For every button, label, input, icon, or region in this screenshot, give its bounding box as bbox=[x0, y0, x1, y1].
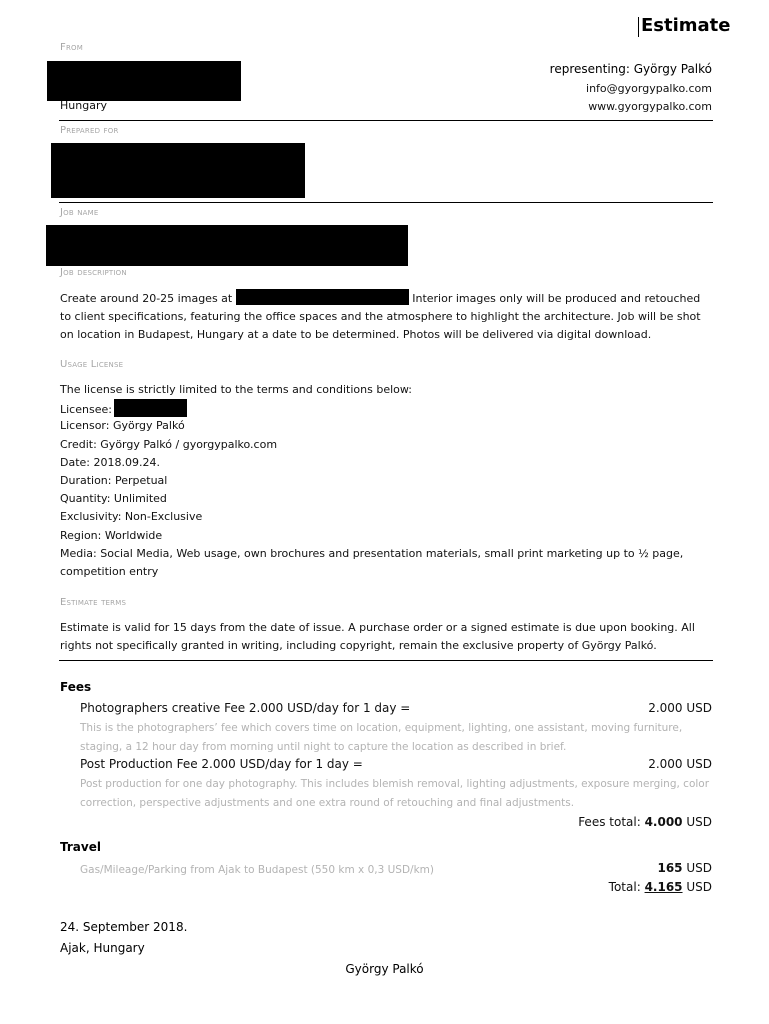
estimate-terms-text: Estimate is valid for 15 days from the date of issue. A purchase order or a signed estimate is due upon booking. All rights not specifically granted in writing, including copyright, remain the exclusive property of György Palkó. bbox=[60, 621, 695, 653]
fee-item-description: This is the photographers’ fee which covers time on location, equipment, lighting, one assistant, moving furniture, staging, a 12 hour day from morning until night to capture the location as described in brief. bbox=[80, 722, 683, 753]
redacted-licensee bbox=[114, 399, 187, 417]
license-licensee: Licensee: bbox=[60, 403, 112, 417]
license-media: Media: Social Media, Web usage, own brochures and presentation materials, small print marketing up to ½ page, competition entry bbox=[60, 546, 684, 578]
travel-item-value: 165 bbox=[657, 861, 683, 875]
divider bbox=[59, 120, 713, 121]
divider bbox=[59, 202, 713, 203]
sender-country: Hungary bbox=[60, 99, 107, 112]
license-duration: Duration: Perpetual bbox=[60, 473, 168, 487]
fee-item-amount: 2.000 USD bbox=[648, 757, 712, 771]
fee-item-title: Post Production Fee 2.000 USD/day for 1 day = bbox=[80, 757, 363, 771]
issue-date: 24. September 2018. bbox=[60, 920, 188, 934]
sender-email: info@gyorgypalko.com bbox=[586, 82, 712, 95]
signature-name: György Palkó bbox=[345, 962, 424, 976]
redacted-job-name bbox=[46, 225, 408, 266]
job-description-text bbox=[60, 289, 714, 345]
grand-total bbox=[609, 880, 712, 894]
fees-heading: Fees bbox=[60, 680, 92, 694]
license-licensor: Licensor: György Palkó bbox=[60, 419, 185, 433]
grand-total-value: 4.165 bbox=[644, 880, 683, 894]
usage-license-label: Usage License bbox=[60, 359, 124, 370]
job-description-part2: Interior images only will be produced and retouched to client specifications, featuring the office spaces and the atmosphere to highlight the architecture. Job will be shot on location in Budapest, Hungary at a date to be determined. Photos will be delivered via digital download. bbox=[60, 292, 701, 342]
usage-license-block bbox=[60, 381, 714, 581]
fees-total-currency: USD bbox=[682, 815, 712, 829]
license-intro: The license is strictly limited to the terms and conditions below: bbox=[60, 383, 412, 396]
redacted-client bbox=[51, 143, 305, 198]
fee-item-title: Photographers creative Fee 2.000 USD/day for 1 day = bbox=[80, 701, 411, 715]
redacted-sender-name bbox=[47, 61, 241, 101]
job-description-label: Job description bbox=[60, 267, 127, 278]
divider bbox=[59, 660, 713, 661]
license-region: Region: Worldwide bbox=[60, 528, 163, 542]
fees-total-value: 4.000 bbox=[644, 815, 683, 829]
license-quantity: Quantity: Unlimited bbox=[60, 492, 167, 506]
grand-total-currency: USD bbox=[682, 880, 712, 894]
license-date: Date: 2018.09.24. bbox=[60, 455, 160, 469]
prepared-for-label: Prepared for bbox=[60, 125, 119, 136]
fees-total bbox=[578, 815, 712, 829]
travel-item-currency: USD bbox=[682, 861, 712, 875]
license-exclusivity: Exclusivity: Non-Exclusive bbox=[60, 510, 203, 524]
representing-line: representing: György Palkó bbox=[549, 62, 712, 76]
from-label: From bbox=[60, 42, 83, 53]
job-name-label: Job name bbox=[60, 207, 99, 218]
license-credit: Credit: György Palkó / gyorgypalko.com bbox=[60, 437, 278, 451]
license-licensee-line bbox=[60, 399, 714, 417]
fee-item-amount: 2.000 USD bbox=[648, 701, 712, 715]
fee-item-description: Post production for one day photography. This includes blemish removal, lighting adjustments, exposure merging, color correction, perspective adjustments and one extra round of retouching and final adjustments. bbox=[80, 778, 710, 809]
fees-total-label: Fees total: bbox=[578, 815, 645, 829]
redacted-location bbox=[236, 289, 409, 305]
grand-total-label: Total: bbox=[608, 880, 645, 894]
job-description-part1: Create around 20-25 images at bbox=[60, 292, 236, 305]
document-title: Estimate bbox=[641, 15, 731, 36]
text-cursor bbox=[638, 17, 639, 37]
estimate-terms-label: Estimate terms bbox=[60, 597, 127, 608]
travel-heading: Travel bbox=[60, 840, 101, 854]
travel-item: Gas/Mileage/Parking from Ajak to Budapest (550 km x 0,3 USD/km) bbox=[80, 864, 434, 876]
sender-website: www.gyorgypalko.com bbox=[588, 100, 712, 113]
travel-item-amount bbox=[657, 861, 712, 875]
issue-place: Ajak, Hungary bbox=[60, 941, 145, 955]
